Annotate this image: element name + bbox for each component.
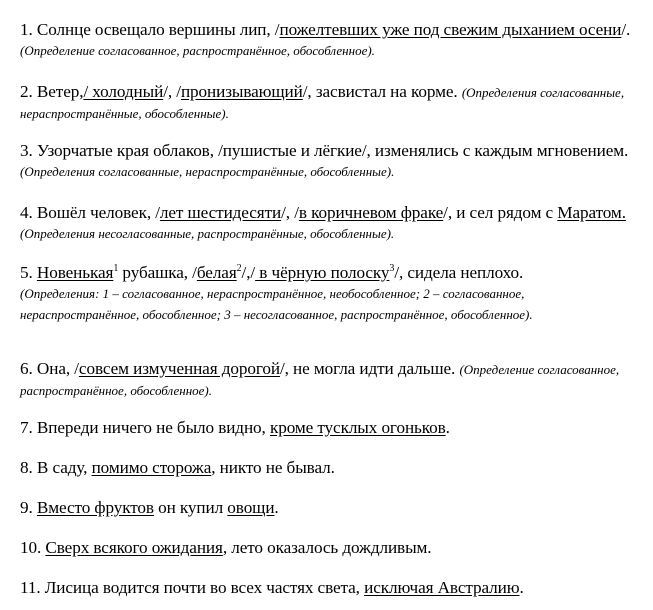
item-number: 7. [20,418,33,437]
sentence-4 [20,203,640,244]
underlined-phrase: Маратом. [557,203,626,222]
underlined-phrase: помимо сторожа [91,458,212,477]
sentence-text: Узорчатые края облаков, /пушистые и лёгкие/, изменялись с каждым мгновением. [36,141,629,160]
sentence-text: Вошёл человек, / [36,203,160,222]
underlined-phrase: в чёрную полоску [255,263,390,282]
sentence-text: он купил [153,498,224,517]
item-number: 2. [20,82,33,101]
sentence-2 [20,82,640,124]
sentence-text: /, / [281,203,299,222]
sentence-text: Она, / [36,359,79,378]
sentence-text: /,/ [241,263,256,282]
sentence-text: , лето оказалось дождливым. [222,538,432,557]
sentence-5 [20,263,640,325]
underlined-phrase: в коричневом фраке [298,203,444,222]
item-number: 5. [20,263,33,282]
sentence-text: /, сидела неплохо. [394,263,524,282]
item-number: 8. [20,458,33,477]
sentence-text: . [519,578,524,597]
sentence-text: /, засвистал на корме. [302,82,458,101]
sentence-text: Солнце освещало вершины лип, / [36,20,280,39]
underlined-phrase: Новенькая [36,263,114,282]
grammar-note: (Определение согласованное, распространённое, обособленное). [20,43,375,58]
sentence-8 [20,458,640,478]
item-number: 1. [20,20,33,39]
superscript-index: 3 [389,263,395,274]
sentence-text: рубашка, / [118,263,197,282]
sentence-7 [20,418,640,438]
underlined-phrase: кроме тусклых огоньков [269,418,446,437]
sentence-10 [20,538,640,558]
sentence-text: . [274,498,279,517]
item-number: 11. [20,578,41,597]
sentence-text: /, / [163,82,181,101]
superscript-index: 2 [236,263,242,274]
grammar-note: (Определения: 1 – согласованное, нераспространённое, необособленное; 2 – согласованное, нераспространённое, обособленное; 3 – несогласованное, распространённое, обособленное). [20,286,533,322]
item-number: 6. [20,359,33,378]
sentence-text: /, не могла идти дальше. [279,359,456,378]
superscript-index: 1 [113,263,119,274]
underlined-phrase: исключая Австралию [364,578,520,597]
item-number: 4. [20,203,33,222]
underlined-phrase: Вместо фруктов [36,498,154,517]
underlined-phrase: совсем измученная дорогой [78,359,280,378]
underlined-phrase: белая [196,263,237,282]
sentence-6 [20,359,640,401]
grammar-note: (Определение согласованное, распространённое, обособленное). [20,362,620,398]
sentence-text: Впереди ничего не было видно, [36,418,266,437]
underlined-phrase: овощи [227,498,275,517]
underlined-phrase: пронизывающий [180,82,303,101]
sentence-text: В саду, [36,458,88,477]
sentence-9 [20,498,640,518]
item-number: 9. [20,498,33,517]
underlined-phrase: лет шестидесяти [159,203,282,222]
item-number: 3. [20,141,33,160]
grammar-note: (Определения согласованные, нераспространённые, обособленные). [20,85,625,121]
sentence-text: , никто не бывал. [211,458,335,477]
sentence-text: Ветер, [36,82,84,101]
sentence-1 [20,20,640,61]
sentence-text: /, и сел рядом с [443,203,554,222]
underlined-phrase: Сверх всякого ожидания [45,538,223,557]
sentence-text: /. [621,20,631,39]
item-number: 10. [20,538,42,557]
sentence-text: . [445,418,450,437]
underlined-phrase: пожелтевших уже под свежим дыханием осени [279,20,622,39]
sentence-3 [20,141,640,182]
underlined-phrase: / холодный [83,82,164,101]
grammar-note: (Определения несогласованные, распространённые, обособленные). [20,226,395,241]
grammar-note: (Определения согласованные, нераспространённые, обособленные). [20,164,395,179]
sentence-11 [20,578,640,598]
sentence-text: Лисица водится почти во всех частях света, [44,578,360,597]
